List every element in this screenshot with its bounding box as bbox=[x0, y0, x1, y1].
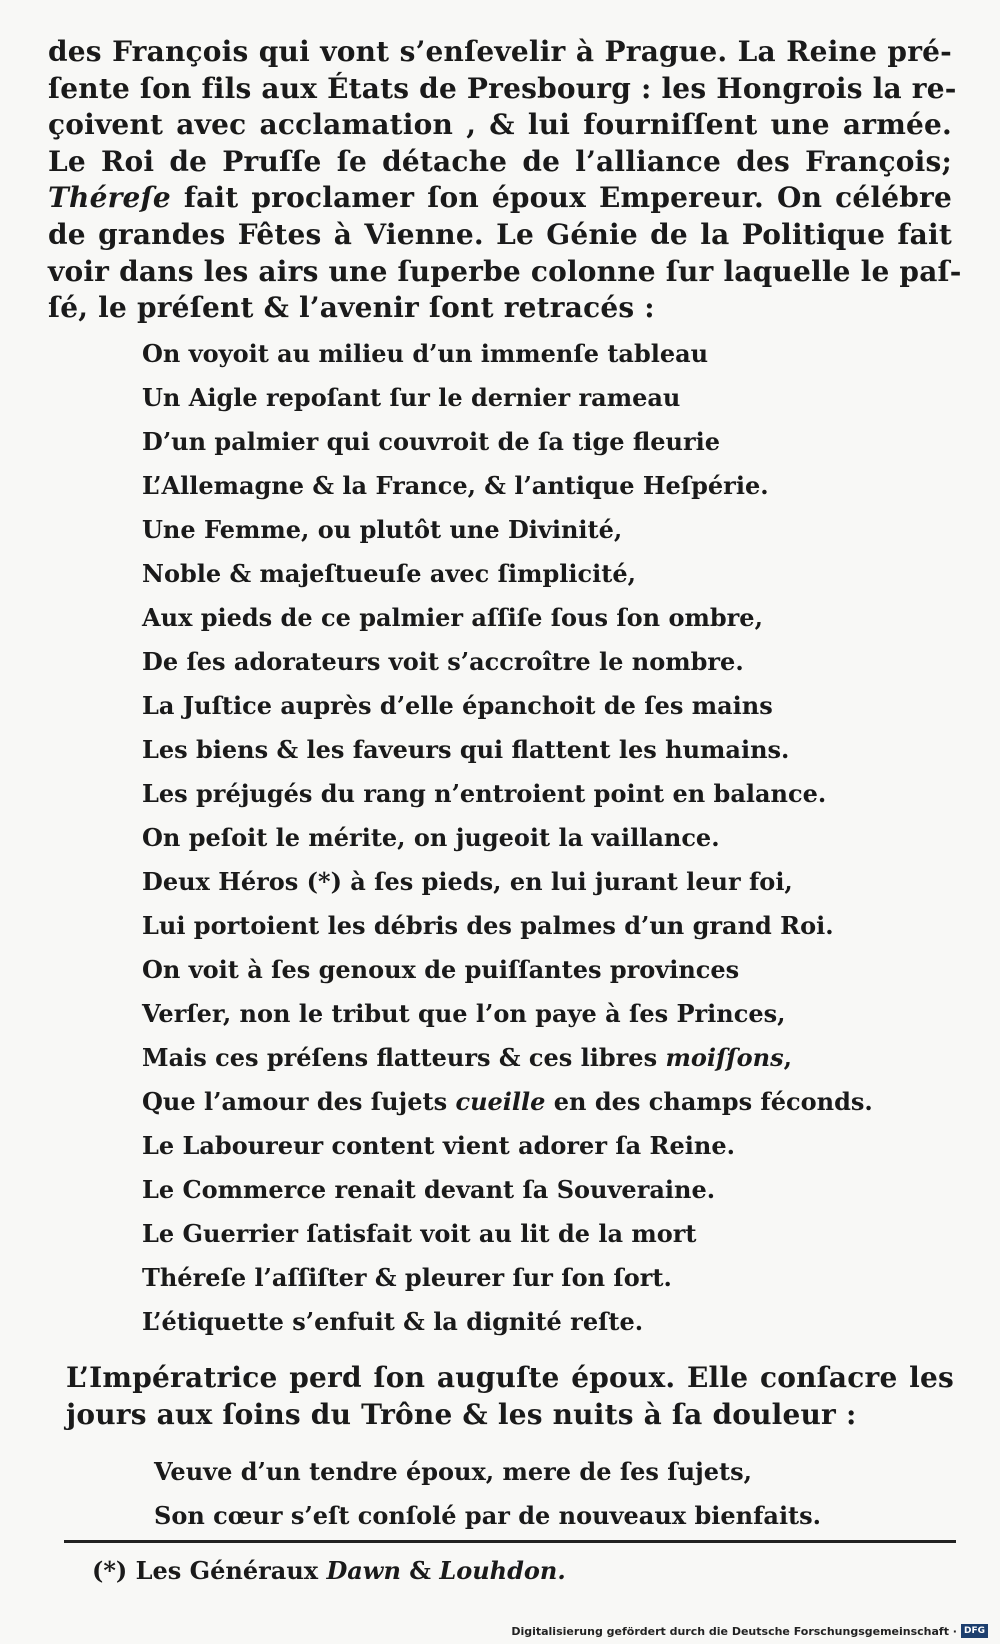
verse-line: Les préjugés du rang n’entroient point en balance. bbox=[142, 779, 827, 808]
footnote-conj: & bbox=[409, 1556, 431, 1585]
verse-line: Aux pieds de ce palmier aſſiſe ſous ſon ombre, bbox=[142, 603, 763, 632]
verse-line: L’étiquette s’enfuit & la dignité reſte. bbox=[142, 1307, 644, 1336]
digitization-credit bbox=[511, 1624, 988, 1638]
verse-line: On voyoit au milieu d’un immenſe tableau bbox=[142, 339, 709, 368]
paragraph-1 bbox=[48, 34, 962, 327]
text-line bbox=[48, 180, 952, 217]
footnote-divider bbox=[64, 1540, 956, 1543]
verse-line: On voit à ſes genoux de puiſſantes provinces bbox=[142, 955, 740, 984]
verse-line: On peſoit le mérite, on jugeoit la vaillance. bbox=[142, 823, 720, 852]
text-line: Le Roi de Pruſſe ſe détache de l’alliance des François; bbox=[48, 144, 952, 178]
text-line: ſé, le préſent & l’avenir ſont retracés : bbox=[48, 291, 655, 325]
verse-line: La Juſtice auprès d’elle épanchoit de ſes mains bbox=[142, 691, 773, 720]
verse-line: Le Guerrier ſatisfait voit au lit de la mort bbox=[142, 1219, 697, 1248]
italic-name: Théreſe bbox=[48, 181, 171, 215]
poem-2 bbox=[154, 1450, 821, 1538]
text-line: de grandes Fêtes à Vienne. Le Génie de la Politique fait bbox=[48, 217, 952, 251]
verse-line: Son cœur s’eſt conſolé par de nouveaux bienfaits. bbox=[154, 1501, 822, 1530]
credit-text: Digitalisierung gefördert durch die Deutsche Forschungsgemeinschaft · bbox=[511, 1624, 957, 1638]
verse-line: Les biens & les faveurs qui flattent les humains. bbox=[142, 735, 790, 764]
verse-line: Le Laboureur content vient adorer ſa Reine. bbox=[142, 1131, 735, 1160]
italic-word: cueille bbox=[455, 1087, 546, 1116]
text-line: voir dans les airs une ſuperbe colonne ſur laquelle le paſ- bbox=[48, 254, 962, 288]
paragraph-2 bbox=[66, 1360, 954, 1433]
italic-word: moiſſons bbox=[665, 1043, 784, 1072]
verse-line: Le Commerce renait devant ſa Souveraine. bbox=[142, 1175, 716, 1204]
verse-line: L’Allemagne & la France, & l’antique Heſpérie. bbox=[142, 471, 769, 500]
verse-segment: , bbox=[783, 1043, 792, 1072]
dfg-logo: DFG bbox=[961, 1624, 988, 1638]
text-line: L’Impératrice perd ſon auguſte époux. Elle conſacre les bbox=[66, 1361, 954, 1394]
verse-line: Veuve d’un tendre époux, mere de ſes ſujets, bbox=[154, 1457, 752, 1486]
footnote-marker: (*) bbox=[92, 1556, 128, 1585]
verse-segment: Mais ces préſens flatteurs & ces libres bbox=[142, 1043, 658, 1072]
verse-line: D’un palmier qui couvroit de ſa tige fleurie bbox=[142, 427, 721, 456]
verse-line: Une Femme, ou plutôt une Divinité, bbox=[142, 515, 623, 544]
footnote-text: Les Généraux bbox=[135, 1556, 319, 1585]
verse-line: Lui portoient les débris des palmes d’un grand Roi. bbox=[142, 911, 834, 940]
text-line: çoivent avec acclamation , & lui fourniſſent une armée. bbox=[48, 108, 952, 142]
verse-segment: Que l’amour des ſujets bbox=[142, 1087, 448, 1116]
verse-line: Théreſe l’aſſiſter & pleurer ſur ſon ſort. bbox=[142, 1263, 672, 1292]
verse-line: Verſer, non le tribut que l’on paye à ſes Princes, bbox=[142, 999, 786, 1028]
text-line: ſente ſon fils aux États de Presbourg : les Hongrois la re- bbox=[48, 71, 957, 105]
text-line: des François qui vont s’enſevelir à Prague. La Reine pré- bbox=[48, 35, 952, 68]
verse-line: De ſes adorateurs voit s’accroître le nombre. bbox=[142, 647, 744, 676]
footnote-name: Dawn bbox=[326, 1556, 401, 1585]
verse-line bbox=[142, 1080, 873, 1124]
text-line: jours aux ſoins du Trône & les nuits à ſa douleur : bbox=[66, 1397, 857, 1431]
verse-line: Deux Héros (*) à ſes pieds, en lui jurant leur foi, bbox=[142, 867, 793, 896]
text-segment: fait proclamer ſon époux Empereur. On célébre bbox=[183, 181, 952, 215]
poem-1 bbox=[142, 332, 873, 1344]
verse-line: Noble & majeſtueuſe avec ſimplicité, bbox=[142, 559, 636, 588]
verse-line bbox=[142, 1036, 873, 1080]
footnote bbox=[92, 1556, 566, 1585]
footnote-name: Louhdon. bbox=[439, 1556, 566, 1585]
verse-line: Un Aigle repoſant ſur le dernier rameau bbox=[142, 383, 681, 412]
verse-segment: en des champs féconds. bbox=[553, 1087, 873, 1116]
